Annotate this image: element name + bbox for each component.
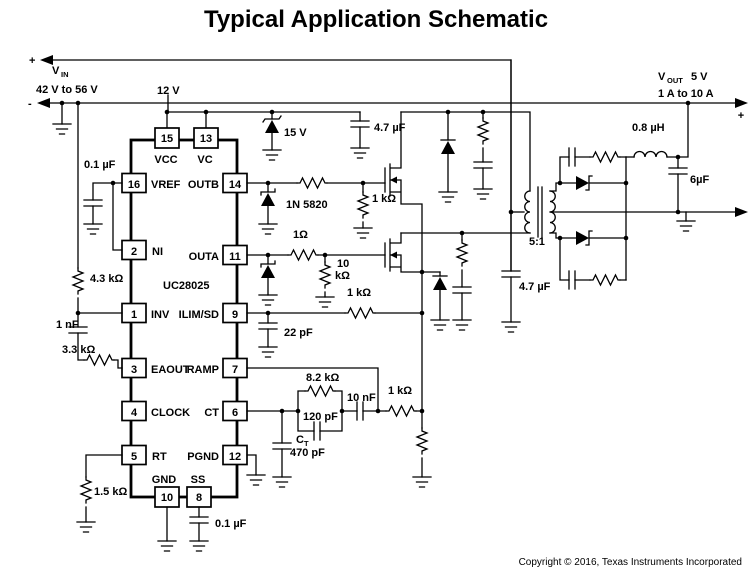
ss-cap-label: 0.1 µF [215, 518, 247, 530]
ilim-res-label: 1 kΩ [347, 287, 372, 299]
capacitor-icon [314, 422, 320, 440]
pin-num-vcc: 15 [160, 133, 174, 145]
ramp-cap-label: 120 pF [303, 411, 338, 423]
copyright-text: Copyright © 2016, Texas Instruments Incorporated [518, 557, 742, 568]
out-ind-label: 0.8 µH [632, 122, 665, 134]
prim-cap-label: 4.7 µF [519, 281, 551, 293]
capacitor-icon [190, 517, 208, 523]
ramp-res-label: 8.2 kΩ [306, 372, 340, 384]
resistor-icon [590, 275, 620, 285]
vref-wires [93, 183, 122, 250]
ground-symbol [474, 189, 492, 199]
capacitor-icon [84, 200, 102, 206]
pin-label-vc: VC [197, 154, 213, 166]
pin-label-outa: OUTA [188, 251, 219, 263]
vin-plus-arrow-icon [40, 55, 53, 65]
capacitor-icon [569, 271, 575, 289]
schottky-diode-icon [261, 261, 275, 278]
vin-minus-arrow-icon [37, 98, 50, 108]
ground-symbol [431, 320, 449, 330]
capacitor-icon [502, 271, 520, 277]
ground-symbol [413, 477, 431, 487]
pin-num-ss: 8 [195, 492, 203, 504]
vin-minus-sign: - [28, 98, 32, 110]
ground-symbol [273, 477, 291, 487]
rail-12v-wire [167, 95, 360, 128]
ct-name-sub: T [304, 439, 309, 448]
resistor-icon [73, 268, 83, 294]
pin-label-ramp: RAMP [186, 364, 219, 376]
vin-label-sub: IN [61, 70, 69, 79]
pin-label-vcc: VCC [154, 154, 178, 166]
pin-num-gnd: 10 [160, 492, 174, 504]
pin-label-ni: NI [152, 246, 163, 258]
coup-cap-label: 10 nF [347, 392, 376, 404]
pin-num-vref: 16 [127, 179, 141, 191]
schottky-diode-icon [576, 231, 592, 245]
transformer-core-icon [538, 187, 542, 237]
comp-res-label: 3.3 kΩ [62, 344, 96, 356]
capacitor-icon [273, 443, 291, 449]
ground-symbol [351, 148, 369, 158]
ground-symbol [677, 221, 695, 231]
out-node-wire [667, 103, 688, 157]
pin-num-ilim: 9 [231, 309, 239, 321]
pgnd-wire [247, 455, 256, 475]
pin-label-rt: RT [152, 451, 167, 463]
out-cap-label: 6µF [690, 174, 710, 186]
resistor-icon [305, 386, 335, 396]
ground-symbol [53, 124, 71, 134]
zener-label: 15 V [284, 127, 307, 139]
ground-symbol [77, 522, 95, 532]
resistor-icon [417, 428, 427, 454]
outa-pull-label-1: 10 [337, 258, 350, 270]
capacitor-icon [474, 162, 492, 168]
capacitor-icon [351, 121, 369, 127]
primary-coil-icon [525, 191, 530, 233]
pin-num-rt: 5 [130, 451, 138, 463]
ct-res-label: 1 kΩ [388, 385, 413, 397]
resistor-icon [84, 355, 114, 365]
outb-diode-label: 1N 5820 [286, 199, 328, 211]
resistor-icon [358, 192, 368, 218]
capacitor-icon [669, 168, 687, 174]
pin-num-outa: 11 [229, 251, 241, 263]
ground-symbol [158, 541, 176, 551]
pin-label-vref: VREF [151, 179, 181, 191]
pin-label-eaout: EAOUT [151, 364, 190, 376]
ground-symbol [259, 224, 277, 234]
ground-symbol [247, 475, 265, 485]
ground-symbol [190, 541, 208, 551]
capacitor-icon [453, 287, 471, 293]
ct-name-label: C [296, 434, 304, 446]
pin-label-outb: OUTB [187, 179, 219, 191]
diode-icon [433, 276, 447, 290]
resistor-icon [81, 477, 91, 503]
page-title: Typical Application Schematic [203, 6, 549, 33]
pin-label-gnd: GND [151, 474, 177, 486]
diode-icon [441, 140, 455, 154]
pin-num-eaout: 3 [130, 364, 138, 376]
pin-num-outb: 14 [228, 179, 242, 191]
rail-12v-label: 12 V [157, 85, 180, 97]
pin-num-ramp: 7 [231, 364, 239, 376]
inductor-icon [634, 152, 667, 158]
pin-num-clock: 4 [130, 407, 138, 419]
gnd-ss-wires [167, 507, 199, 541]
resistor-icon [297, 178, 327, 188]
rt-network [77, 455, 127, 532]
zener-diode-icon [263, 116, 281, 133]
vin-range-label: 42 V to 56 V [36, 84, 98, 96]
pin-label-ilim: ILIM/SD [178, 309, 219, 321]
capacitor-icon [569, 148, 575, 166]
mosfet-arrow-icon [390, 252, 397, 259]
vout-plus-arrow-icon [735, 98, 748, 108]
xfmr-ratio-label: 5:1 [529, 236, 545, 248]
vref-cap-label: 0.1 µF [84, 159, 116, 171]
q2-body [385, 233, 440, 272]
resistor-icon [288, 250, 318, 260]
resistor-icon [478, 118, 488, 144]
ic-uc28025 [122, 128, 247, 507]
schottky-diode-icon [576, 176, 592, 190]
resistor-icon [457, 240, 467, 266]
vout-label: V [658, 71, 666, 83]
mosfet-arrow-icon [390, 177, 397, 184]
vout-value: 5 V [691, 71, 708, 83]
bot-damper-wire [560, 238, 626, 280]
capacitor-icon [357, 402, 363, 420]
resistor-icon [345, 308, 375, 318]
mosfet-q2 [385, 233, 440, 274]
comp-cap-label: 1 nF [56, 319, 79, 331]
top-damper-wire [560, 157, 626, 183]
vref-network [84, 159, 122, 250]
rt-res-label: 1.5 kΩ [94, 486, 128, 498]
pin-label-inv: INV [151, 309, 170, 321]
pin-num-vc: 13 [199, 133, 213, 145]
ground-symbol [354, 228, 372, 238]
ground-symbol [502, 322, 520, 332]
ground-symbol [439, 192, 457, 202]
ramp-ct-network [247, 368, 422, 487]
vout-label-sub: OUT [667, 76, 683, 85]
pin-num-inv: 1 [130, 309, 138, 321]
ground-symbol [259, 347, 277, 357]
pin-label-ct: CT [204, 407, 219, 419]
ground-symbol [84, 224, 102, 234]
pin-label-clock: CLOCK [151, 407, 191, 419]
ct-val-label: 470 pF [290, 447, 325, 459]
ground-symbol [263, 150, 281, 160]
schottky-diode-icon [261, 189, 275, 206]
pin-label-pgnd: PGND [187, 451, 219, 463]
resistor-icon [320, 262, 330, 288]
output-rectifier [550, 103, 748, 289]
resistor-icon [386, 406, 416, 416]
ground-symbol [316, 297, 334, 307]
bias-cap-label: 4.7 µF [374, 122, 406, 134]
pin-num-ni: 2 [130, 246, 138, 258]
ic-name: UC28025 [163, 280, 210, 292]
outa-res-label: 1Ω [293, 229, 308, 241]
pin-num-ct: 6 [231, 407, 239, 419]
vin-label: V [52, 65, 60, 77]
vout-plus-sign: + [737, 110, 745, 122]
vout-minus-arrow-icon [735, 207, 748, 217]
ilim-cap-label: 22 pF [284, 327, 313, 339]
outb-pull-label: 1 kΩ [372, 193, 397, 205]
pin-num-pgnd: 12 [228, 451, 242, 463]
capacitor-icon [259, 323, 277, 329]
pin-label-ss: SS [190, 474, 206, 486]
output-terminals [658, 71, 744, 122]
vin-plus-sign: + [29, 55, 36, 67]
vout-range-label: 1 A to 10 A [658, 88, 714, 100]
vin-plus-wire [52, 60, 511, 271]
transformer [502, 60, 555, 332]
ground-symbol [453, 320, 471, 330]
ground-symbol [259, 295, 277, 305]
outb-drive [247, 178, 396, 238]
outa-pull-label-2: kΩ [335, 270, 350, 282]
fb-res-label: 4.3 kΩ [90, 273, 124, 285]
resistor-icon [590, 152, 620, 162]
